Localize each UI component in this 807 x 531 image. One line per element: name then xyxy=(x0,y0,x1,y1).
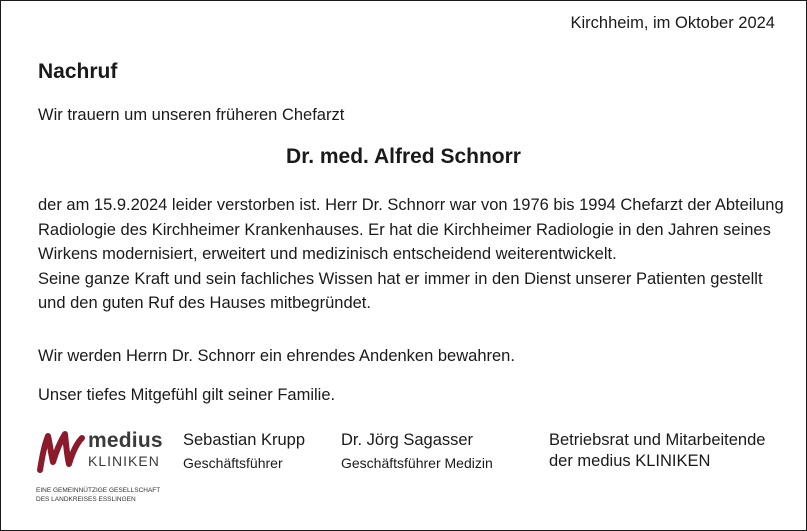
logo-tagline-line-2: DES LANDKREISES ESSLINGEN xyxy=(36,496,136,503)
signature-sagasser xyxy=(341,431,493,471)
logo-word: medius xyxy=(88,429,163,452)
obituary-body xyxy=(38,193,788,316)
signature-role: Geschäftsführer xyxy=(183,455,283,471)
closing-line-2: Unser tiefes Mitgefühl gilt seiner Familie. xyxy=(38,386,336,404)
body-paragraph-1: der am 15.9.2024 leider verstorben ist. Herr Dr. Schnorr war von 1976 bis 1994 Chefarzt der Abteilung Radiologie des Kirchheimer Krankenhauses. Er hat die Kirchheimer Radiologie in den Jahren seines Wirkens modernisiert, erweitert und medizinisch entscheidend weiterentwickelt. xyxy=(38,196,784,263)
obituary-title: Nachruf xyxy=(38,60,118,83)
intro-text: Wir trauern um unseren früheren Chefarzt xyxy=(38,106,345,124)
closing-line-1: Wir werden Herrn Dr. Schnorr ein ehrendes Andenken bewahren. xyxy=(38,347,515,365)
medius-m-logo-icon xyxy=(36,430,86,476)
signature-name: Dr. Jörg Sagasser xyxy=(341,431,474,449)
body-paragraph-2: Seine ganze Kraft und sein fachliches Wissen hat er immer in den Dienst unserer Patienten gestellt und den guten Ruf des Hauses mitbegründet. xyxy=(38,269,763,312)
signature-krupp xyxy=(183,431,305,471)
logo-subtitle: KLINIKEN xyxy=(88,453,160,469)
logo-tagline xyxy=(36,486,186,504)
logo-tagline-line-1: EINE GEMEINNÜTZIGE GESELLSCHAFT xyxy=(36,487,161,494)
signature-name: Sebastian Krupp xyxy=(183,431,306,449)
signature-betriebsrat xyxy=(549,431,765,471)
signature-role: Geschäftsführer Medizin xyxy=(341,455,493,471)
signature-role: der medius KLINIKEN xyxy=(549,452,711,470)
deceased-name: Dr. med. Alfred Schnorr xyxy=(286,145,521,168)
signature-name: Betriebsrat und Mitarbeitende xyxy=(549,431,766,449)
place-date: Kirchheim, im Oktober 2024 xyxy=(570,14,775,32)
medius-logo xyxy=(36,428,176,508)
